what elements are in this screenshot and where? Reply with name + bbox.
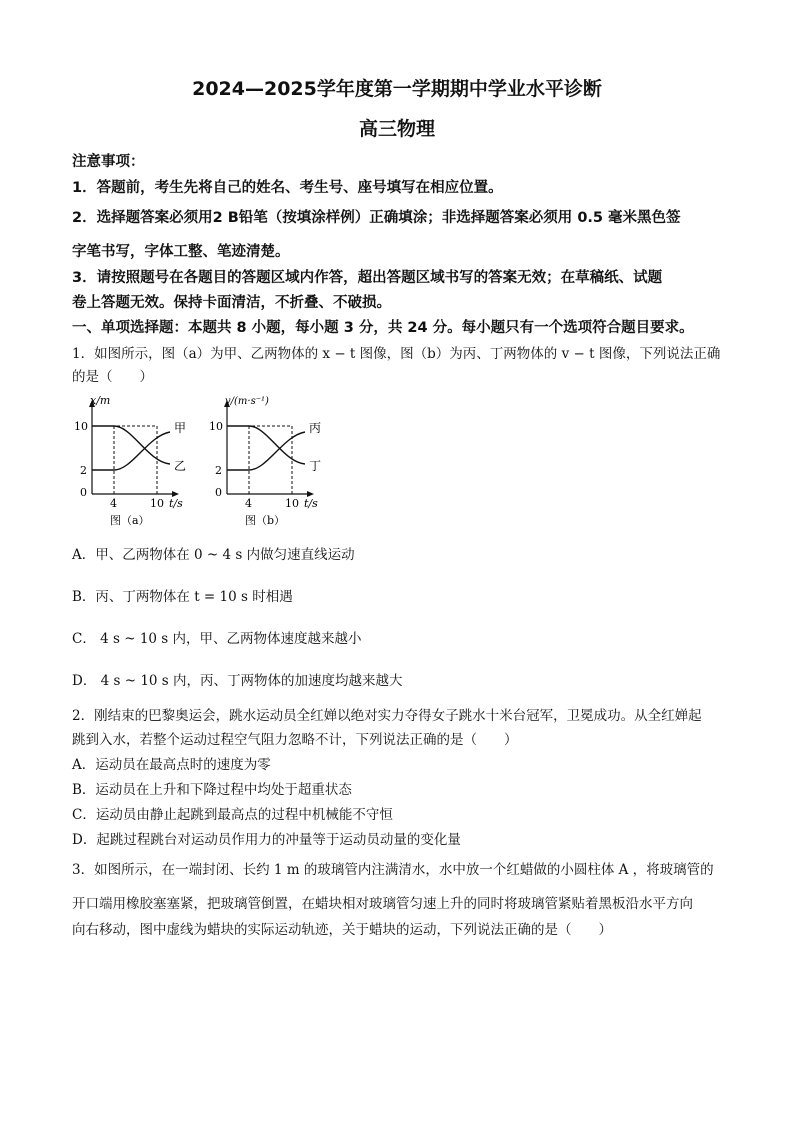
notice-heading: 注意事项： (72, 154, 145, 170)
figure-b-tick-y2: 2 (215, 464, 222, 477)
notice-item-2-line-1: 2．选择题答案必须用2 B铅笔（按填涂样例）正确填涂；非选择题答案必须用 0.5 毫米黑色签 (72, 210, 681, 226)
q1-option-d: D． 4 s ~ 10 s 内，丙、丁两物体的加速度均越来越大 (72, 673, 403, 689)
q3-stem-line-1: 3．如图所示，在一端封闭、长约 1 m 的玻璃管内注满清水，水中放一个红蜡做的小圆柱体 A ，将玻璃管的 (72, 862, 714, 878)
q1-option-b: B．丙、丁两物体在 t = 10 s 时相遇 (72, 589, 293, 605)
q2-stem-line-1: 2．刚结束的巴黎奥运会，跳水运动员全红婵以绝对实力夺得女子跳水十米台冠军，卫冕成功。从全红婵起 (72, 708, 702, 724)
figure-a-tick-y2: 2 (80, 464, 87, 477)
q1-figure (70, 392, 350, 532)
exam-subject: 高三物理 (358, 118, 435, 140)
figure-b-label-bing: 丙 (309, 421, 322, 435)
notice-item-1: 1．答题前，考生先将自己的姓名、考生号、座号填写在相应位置。 (72, 180, 503, 196)
q2-option-c: C．运动员由静止起跳到最高点的过程中机械能不守恒 (72, 807, 393, 823)
figure-b-curve-ding (227, 426, 305, 464)
figure-b-tick-x10: 10 (285, 497, 299, 510)
figure-b-caption: 图（b） (245, 514, 286, 527)
q2-stem-line-2: 跳到入水，若整个运动过程空气阻力忽略不计，下列说法正确的是（ ） (72, 732, 518, 748)
figure-b-curve-bing (227, 432, 305, 470)
figure-a-tick-y10: 10 (74, 420, 88, 433)
figure-a-tick-x4: 4 (110, 497, 117, 510)
q2-option-b: B．运动员在上升和下降过程中均处于超重状态 (72, 782, 352, 798)
figure-a-origin: 0 (80, 486, 87, 499)
figure-a-label-jia: 甲 (174, 421, 187, 435)
figure-a-tick-x10: 10 (150, 497, 164, 510)
q2-option-a: A．运动员在最高点时的速度为零 (72, 757, 271, 773)
q1-stem-line-1: 1．如图所示，图（a）为甲、乙两物体的 x − t 图像，图（b）为丙、丁两物体的 v − t 图像，下列说法正确 (72, 346, 721, 362)
figure-b-xlabel: t/s (304, 497, 318, 510)
notice-item-3-line-1: 3．请按照题号在各题目的答题区域内作答，超出答题区域书写的答案无效；在草稿纸、试题 (72, 270, 663, 286)
figure-b (209, 396, 321, 527)
q3-stem-line-2: 开口端用橡胶塞塞紧，把玻璃管倒置，在蜡块相对玻璃管匀速上升的同时将玻璃管紧贴着黑板沿水平方向 (72, 896, 693, 912)
figure-b-tick-y10: 10 (209, 420, 223, 433)
figure-b-label-ding: 丁 (309, 459, 322, 473)
q2-option-d: D．起跳过程跳台对运动员作用力的冲量等于运动员动量的变化量 (72, 832, 461, 848)
figure-a-curve-yi (92, 432, 170, 470)
figure-b-tick-x4: 4 (245, 497, 252, 510)
figure-a-curve-jia (92, 426, 170, 464)
q1-option-a: A．甲、乙两物体在 0 ~ 4 s 内做匀速直线运动 (72, 547, 355, 563)
q3-stem-line-3: 向右移动，图中虚线为蜡块的实际运动轨迹，关于蜡块的运动，下列说法正确的是（ ） (72, 922, 612, 938)
figure-a-caption: 图（a） (110, 514, 150, 527)
figure-a-label-yi: 乙 (174, 459, 187, 473)
q1-stem-line-2: 的是（ ） (72, 369, 153, 385)
figure-b-ylabel: v/(m·s⁻¹) (225, 396, 269, 407)
notice-item-2-line-2: 字笔书写，字体工整、笔迹清楚。 (72, 244, 290, 260)
figure-a-ylabel: x/m (90, 394, 111, 407)
q1-option-c: C． 4 s ~ 10 s 内，甲、乙两物体速度越来越小 (72, 631, 362, 647)
figure-a (74, 394, 186, 527)
figure-a-xlabel: t/s (169, 497, 183, 510)
figure-b-origin: 0 (215, 486, 222, 499)
exam-title: 2024—2025学年度第一学期期中学业水平诊断 (192, 78, 602, 100)
section-1-heading: 一、单项选择题：本题共 8 小题，每小题 3 分，共 24 分。每小题只有一个选项符合题目要求。 (72, 320, 694, 336)
notice-item-3-line-2: 卷上答题无效。保持卡面清洁，不折叠、不破损。 (72, 295, 391, 311)
